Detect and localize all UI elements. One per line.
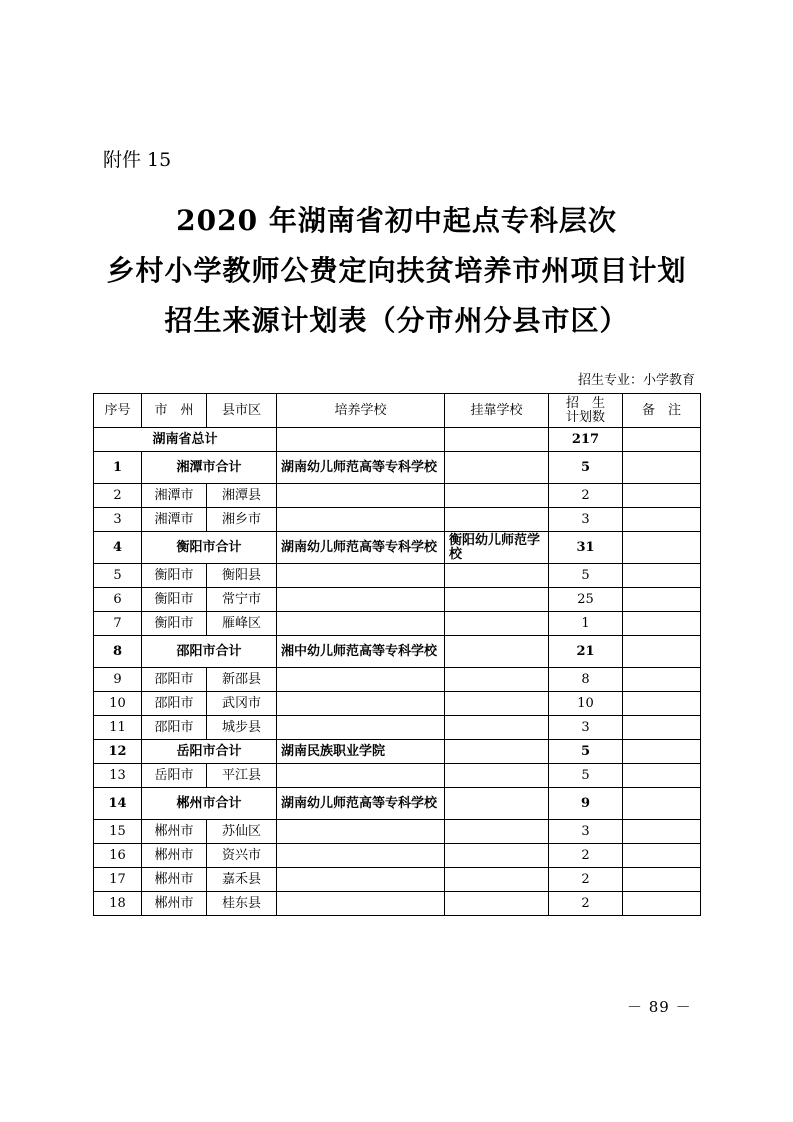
subtotal-row	[94, 452, 701, 484]
page-number: － 89 －	[627, 998, 692, 1016]
seq-cell: 13	[94, 764, 142, 788]
seq-cell: 14	[94, 788, 142, 820]
title-line-2: 乡村小学教师公费定向扶贫培养市州项目计划	[106, 254, 687, 287]
school-cell	[277, 564, 445, 588]
note-cell	[623, 844, 701, 868]
note-cell	[623, 788, 701, 820]
county-cell: 常宁市	[207, 588, 277, 612]
affiliated-cell	[445, 892, 549, 916]
header-city: 市 州	[142, 394, 207, 428]
count-cell: 3	[549, 508, 623, 532]
note-cell	[623, 564, 701, 588]
school-cell	[277, 692, 445, 716]
seq-cell: 4	[94, 532, 142, 564]
count-cell: 2	[549, 484, 623, 508]
province-total-note	[623, 428, 701, 452]
subtotal-row	[94, 636, 701, 668]
seq-cell: 18	[94, 892, 142, 916]
affiliated-cell	[445, 740, 549, 764]
note-cell	[623, 740, 701, 764]
note-cell	[623, 532, 701, 564]
affiliated-cell: 衡阳幼儿师范学校	[445, 532, 549, 564]
table-row	[94, 892, 701, 916]
major-label: 招生专业：小学教育	[577, 373, 695, 388]
affiliated-cell	[445, 716, 549, 740]
county-cell: 苏仙区	[207, 820, 277, 844]
note-cell	[623, 820, 701, 844]
header-note: 备 注	[623, 394, 701, 428]
header-school: 培养学校	[277, 394, 445, 428]
affiliated-cell	[445, 788, 549, 820]
affiliated-cell	[445, 636, 549, 668]
affiliated-cell	[445, 764, 549, 788]
city-cell: 岳阳市	[142, 764, 207, 788]
city-cell: 衡阳市	[142, 564, 207, 588]
table-row	[94, 692, 701, 716]
affiliated-cell	[445, 868, 549, 892]
seq-cell: 7	[94, 612, 142, 636]
table-row	[94, 668, 701, 692]
note-cell	[623, 892, 701, 916]
subtotal-row	[94, 740, 701, 764]
affiliated-cell	[445, 564, 549, 588]
seq-cell: 16	[94, 844, 142, 868]
count-cell: 5	[549, 740, 623, 764]
note-cell	[623, 484, 701, 508]
school-cell	[277, 612, 445, 636]
seq-cell: 17	[94, 868, 142, 892]
county-cell: 湘乡市	[207, 508, 277, 532]
note-cell	[623, 868, 701, 892]
count-cell: 9	[549, 788, 623, 820]
count-cell: 5	[549, 564, 623, 588]
school-cell: 湖南幼儿师范高等专科学校	[277, 788, 445, 820]
subtotal-row	[94, 788, 701, 820]
seq-cell: 1	[94, 452, 142, 484]
count-cell: 25	[549, 588, 623, 612]
subtotal-label: 郴州市合计	[142, 788, 277, 820]
affiliated-cell	[445, 452, 549, 484]
count-cell: 2	[549, 868, 623, 892]
title-line-3: 招生来源计划表（分市州分县市区）	[164, 304, 629, 337]
count-cell: 2	[549, 892, 623, 916]
note-cell	[623, 668, 701, 692]
note-cell	[623, 764, 701, 788]
seq-cell: 6	[94, 588, 142, 612]
school-cell	[277, 764, 445, 788]
table-row	[94, 612, 701, 636]
title-line-1: 2020 年湖南省初中起点专科层次	[176, 204, 617, 237]
school-cell	[277, 892, 445, 916]
city-cell: 湘潭市	[142, 508, 207, 532]
affiliated-cell	[445, 820, 549, 844]
affiliated-cell	[445, 484, 549, 508]
county-cell: 桂东县	[207, 892, 277, 916]
city-cell: 湘潭市	[142, 484, 207, 508]
table-row	[94, 764, 701, 788]
county-cell: 雁峰区	[207, 612, 277, 636]
city-cell: 郴州市	[142, 868, 207, 892]
school-cell	[277, 668, 445, 692]
affiliated-cell	[445, 508, 549, 532]
school-cell	[277, 820, 445, 844]
school-cell	[277, 868, 445, 892]
school-cell: 湘中幼儿师范高等专科学校	[277, 636, 445, 668]
affiliated-cell	[445, 588, 549, 612]
province-total-row	[94, 428, 701, 452]
count-cell: 31	[549, 532, 623, 564]
header-plan: 招 生 计划数	[549, 394, 623, 428]
city-cell: 郴州市	[142, 820, 207, 844]
note-cell	[623, 588, 701, 612]
school-cell	[277, 508, 445, 532]
county-cell: 湘潭县	[207, 484, 277, 508]
seq-cell: 3	[94, 508, 142, 532]
city-cell: 郴州市	[142, 844, 207, 868]
count-cell: 10	[549, 692, 623, 716]
county-cell: 城步县	[207, 716, 277, 740]
city-cell: 邵阳市	[142, 668, 207, 692]
city-cell: 郴州市	[142, 892, 207, 916]
province-total-count: 217	[549, 428, 623, 452]
province-total-affiliated	[445, 428, 549, 452]
seq-cell: 9	[94, 668, 142, 692]
affiliated-cell	[445, 668, 549, 692]
count-cell: 3	[549, 820, 623, 844]
seq-cell: 11	[94, 716, 142, 740]
note-cell	[623, 612, 701, 636]
subtotal-label: 岳阳市合计	[142, 740, 277, 764]
count-cell: 5	[549, 764, 623, 788]
note-cell	[623, 716, 701, 740]
school-cell: 湖南幼儿师范高等专科学校	[277, 452, 445, 484]
affiliated-cell	[445, 612, 549, 636]
city-cell: 邵阳市	[142, 692, 207, 716]
city-cell: 衡阳市	[142, 588, 207, 612]
attachment-label: 附件 15	[103, 149, 172, 171]
school-cell	[277, 588, 445, 612]
note-cell	[623, 452, 701, 484]
count-cell: 21	[549, 636, 623, 668]
table-row	[94, 484, 701, 508]
count-cell: 5	[549, 452, 623, 484]
school-cell	[277, 716, 445, 740]
affiliated-cell	[445, 844, 549, 868]
seq-cell: 8	[94, 636, 142, 668]
note-cell	[623, 692, 701, 716]
county-cell: 嘉禾县	[207, 868, 277, 892]
table-row	[94, 716, 701, 740]
note-cell	[623, 636, 701, 668]
county-cell: 资兴市	[207, 844, 277, 868]
affiliated-cell	[445, 692, 549, 716]
subtotal-row	[94, 532, 701, 564]
table-row	[94, 508, 701, 532]
table-row	[94, 820, 701, 844]
city-cell: 衡阳市	[142, 612, 207, 636]
seq-cell: 2	[94, 484, 142, 508]
school-cell	[277, 844, 445, 868]
count-cell: 3	[549, 716, 623, 740]
city-cell: 邵阳市	[142, 716, 207, 740]
table-row	[94, 844, 701, 868]
school-cell	[277, 484, 445, 508]
header-seq: 序号	[94, 394, 142, 428]
county-cell: 新邵县	[207, 668, 277, 692]
school-cell: 湖南幼儿师范高等专科学校	[277, 532, 445, 564]
subtotal-label: 邵阳市合计	[142, 636, 277, 668]
count-cell: 2	[549, 844, 623, 868]
header-row	[94, 394, 701, 428]
province-total-label: 湖南省总计	[94, 428, 277, 452]
seq-cell: 10	[94, 692, 142, 716]
seq-cell: 5	[94, 564, 142, 588]
county-cell: 平江县	[207, 764, 277, 788]
seq-cell: 12	[94, 740, 142, 764]
seq-cell: 15	[94, 820, 142, 844]
subtotal-label: 衡阳市合计	[142, 532, 277, 564]
county-cell: 衡阳县	[207, 564, 277, 588]
count-cell: 8	[549, 668, 623, 692]
table-row	[94, 564, 701, 588]
table-row	[94, 588, 701, 612]
subtotal-label: 湘潭市合计	[142, 452, 277, 484]
province-total-school	[277, 428, 445, 452]
header-county: 县市区	[207, 394, 277, 428]
county-cell: 武冈市	[207, 692, 277, 716]
count-cell: 1	[549, 612, 623, 636]
note-cell	[623, 508, 701, 532]
header-affiliated: 挂靠学校	[445, 394, 549, 428]
plan-table	[93, 393, 701, 916]
table-row	[94, 868, 701, 892]
school-cell: 湖南民族职业学院	[277, 740, 445, 764]
